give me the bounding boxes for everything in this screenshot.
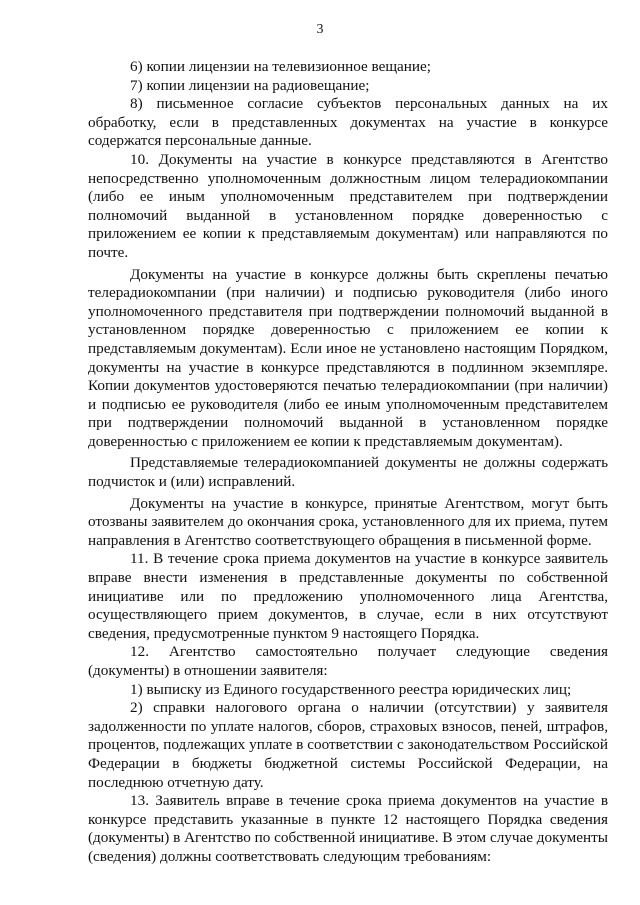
list-item-tax-certificate: 2) справки налогового органа о наличии (отсутствии) у заявителя задолженности по уплате налогов, сборов, страховых взносов, пеней, штрафов, процентов, подлежащих уплате в соответствии с законодательством Российской Федерации в бюджеты бюджетной системы Российской Федерации, на последнюю отчетную дату. bbox=[88, 699, 608, 791]
paragraph-document-seal: Документы на участие в конкурсе должны быть скреплены печатью телерадиокомпании (при наличии) и подписью руководителя (либо иного уполномоченного представителя при подтверждении полномочий выданной в установленном порядке доверенностью с приложением ее копии к представляемым документам). Если иное не установлено настоящим Порядком, документы на участие в конкурсе представляются в подлинном экземпляре. Копии документов удостоверяются печатью телерадиокомпании (при наличии) и подписью ее руководителя (либо ее иным уполномоченным представителем при подтверждении полномочий выданной в установленном порядке доверенностью с приложением ее копии к представляемым документам). bbox=[88, 265, 608, 450]
list-item-radio-license: 7) копии лицензии на радиовещание; bbox=[130, 76, 370, 94]
paragraph-no-corrections: Представляемые телерадиокомпанией документы не должны содержать подчисток и (или) исправлений. bbox=[88, 454, 608, 491]
list-item-egrul-extract: 1) выписку из Единого государственного реестра юридических лиц; bbox=[130, 680, 572, 698]
paragraph-10: 10. Документы на участие в конкурсе представляются в Агентство непосредственно уполномоченным должностным лицом телерадиокомпании (либо ее иным уполномоченным представителем при подтверждении полномочий выданной в установленном порядке доверенностью с приложением ее копии к представляемым документам) или направляются по почте. bbox=[88, 150, 608, 261]
document-body bbox=[88, 58, 608, 867]
list-item-personal-data-consent: 8) письменное согласие субъектов персональных данных на их обработку, если в представленных документах на участие в конкурсе содержатся персональные данные. bbox=[88, 95, 608, 150]
paragraph-13: 13. Заявитель вправе в течение срока приема документов на участие в конкурсе представить указанные в пункте 12 настоящего Порядка сведения (документы) в Агентство по собственной инициативе. В этом случае документы (сведения) должны соответствовать следующим требованиям: bbox=[88, 792, 608, 865]
paragraph-12: 12. Агентство самостоятельно получает следующие сведения (документы) в отношении заявителя: bbox=[88, 643, 608, 679]
paragraph-11: 11. В течение срока приема документов на участие в конкурсе заявитель вправе внести изменения в представленные документы по собственной инициативе или по предложению уполномоченного лица Агентства, осуществляющего прием документов, в случае, если в них отсутствуют сведения, предусмотренные пунктом 9 настоящего Порядка. bbox=[88, 550, 608, 642]
page-number: 3 bbox=[316, 22, 324, 37]
paragraph-withdrawal: Документы на участие в конкурсе, принятые Агентством, могут быть отозваны заявителем до окончания срока, установленного для их приема, путем направления в Агентство соответствующего обращения в письменной форме. bbox=[88, 494, 608, 549]
list-item-tv-license: 6) копии лицензии на телевизионное вещание; bbox=[130, 58, 432, 75]
